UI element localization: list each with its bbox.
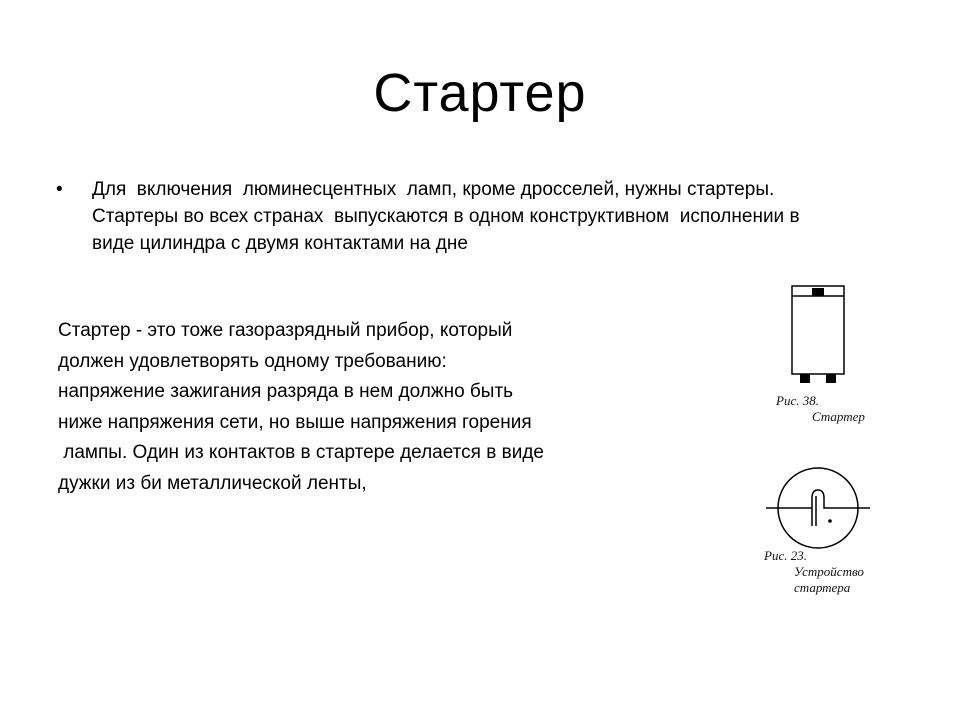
- starter-schematic-icon: [760, 458, 880, 553]
- bullet-dot-icon: •: [56, 179, 63, 200]
- bullet-line: виде цилиндра с двумя контактами на дне: [92, 233, 468, 254]
- bullet-line: Стартеры во всех странах выпускаются в одном конструктивном исполнении в: [92, 206, 800, 227]
- paragraph-line: должен удовлетворять одному требованию:: [58, 350, 447, 372]
- figure-starter: [780, 280, 900, 395]
- figure23-caption-label-2: стартера: [794, 580, 851, 595]
- paragraph-line: лампы. Один из контактов в стартере делается в виде: [58, 442, 544, 463]
- paragraph-line: напряжение зажигания разряда в нем должно быть: [58, 381, 514, 402]
- figure-starter-device: [760, 458, 880, 558]
- figure23-caption-number: Рис. 23.: [764, 548, 807, 563]
- figure38-caption-number: Рис. 38.: [776, 393, 819, 408]
- bullet-line: Для включения люминесцентных ламп, кроме дросселей, нужны стартеры.: [92, 179, 775, 200]
- figure23-caption-label: Устройство: [794, 564, 864, 579]
- bullet-text: [92, 176, 912, 257]
- paragraph-line: Стартер - это тоже газоразрядный прибор, который: [58, 320, 513, 341]
- paragraph-line: дужки из би металлической ленты,: [58, 472, 367, 494]
- slide-title: Стартер: [373, 63, 587, 123]
- figure38-caption-label: Стартер: [812, 409, 865, 424]
- starter-cylinder-icon: [780, 280, 900, 390]
- description-paragraph: [58, 316, 678, 499]
- paragraph-line: ниже напряжения сети, но выше напряжения горения: [58, 411, 532, 433]
